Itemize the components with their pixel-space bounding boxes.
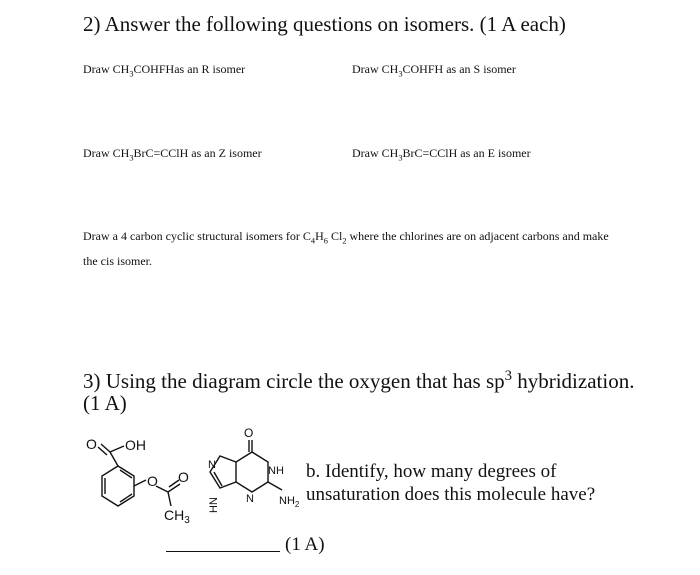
prompt-s-pre: Draw CH (352, 62, 399, 76)
purine-carbonyl-o: O (244, 426, 254, 440)
prompt-s-sub: 3 (398, 69, 403, 79)
cyclic-sub-3: 2 (342, 236, 347, 246)
cyclic-sub-2: 6 (323, 236, 328, 246)
prompt-r-sub: 3 (129, 69, 134, 79)
prompt-e-post: BrC=CClH as an E isomer (402, 146, 531, 160)
prompt-r-pre: Draw CH (83, 62, 130, 76)
purine-n9-h: H (208, 505, 220, 513)
cyclic-part-1: Draw a 4 carbon cyclic structural isomers for C (83, 229, 311, 243)
part-b-question: b. Identify, how many degrees of unsaturation does this molecule have? (306, 461, 596, 505)
purine-nh: NH (268, 465, 284, 477)
cyclic-sub-1: 4 (310, 236, 316, 246)
prompt-s-post: COHFH as an S isomer (402, 62, 516, 76)
benzene-ring (102, 466, 134, 506)
answer-points: (1 A) (285, 534, 325, 555)
purine-six-ring (236, 452, 268, 492)
prompt-e-pre: Draw CH (352, 146, 399, 160)
prompt-z-pre: Draw CH (83, 146, 130, 160)
prompt-z-sub: 3 (129, 153, 134, 163)
answer-blank[interactable] (166, 551, 280, 552)
cyclic-part-2: H (315, 229, 324, 243)
q3-heading-post: hybridization. (1 A) (83, 369, 635, 415)
cyclic-part-4: where the chlorines are on adjacent carbons and make the cis isomer. (83, 229, 609, 269)
aspirin-ester-carbonyl-o: O (178, 469, 189, 485)
prompt-e-sub: 3 (398, 153, 403, 163)
cyclic-part-3: Cl (327, 229, 343, 243)
aspirin-methyl: $CH_3$ (164, 507, 190, 526)
purine-n9: N (208, 497, 220, 505)
prompt-z-post: BrC=CClH as an Z isomer (133, 146, 262, 160)
question-2-heading: 2) Answer the following questions on isomers. (1 A each) (83, 12, 566, 36)
aspirin-carbonyl-o: O (86, 436, 97, 452)
q3-heading-pre: 3) Using the diagram circle the oxygen that has sp (83, 369, 505, 393)
purine-n3: N (246, 493, 254, 505)
aspirin-ester-o: O (147, 473, 158, 489)
purine-n7: N (208, 459, 216, 471)
q3-heading-sup: 3 (504, 368, 512, 384)
purine-nh2: $NH_2$ (279, 495, 300, 509)
aspirin-hydroxyl: OH (125, 437, 146, 453)
prompt-r-post: COHFHas an R isomer (133, 62, 246, 76)
